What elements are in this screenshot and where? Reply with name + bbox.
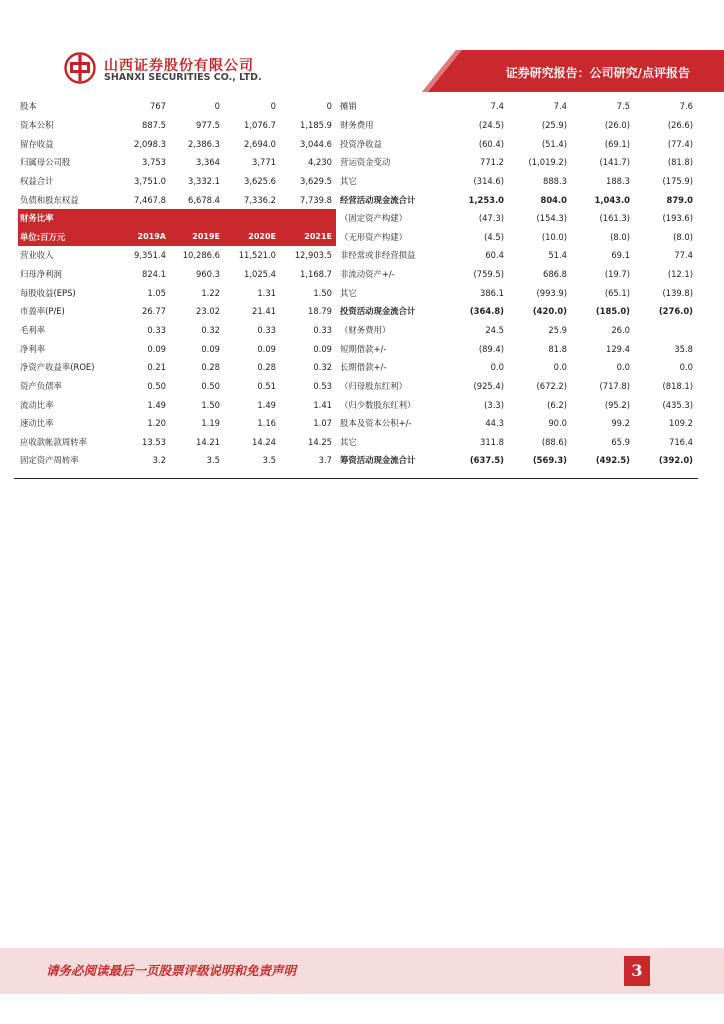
cell-value: 11,521.0 — [238, 250, 276, 261]
cell-value: 12,903.5 — [294, 250, 332, 261]
table-row — [338, 190, 697, 209]
row-label: 非经常或非经营损益 — [340, 250, 416, 261]
row-label: 净利率 — [20, 343, 46, 354]
cell-value: 65.9 — [611, 436, 630, 447]
cell-value: (637.5) — [469, 455, 504, 466]
cell-value: 1,076.7 — [244, 119, 276, 130]
cell-value: 21.41 — [252, 306, 276, 317]
cell-value: 0.09 — [313, 343, 332, 354]
cell-value: 0.09 — [147, 343, 166, 354]
cell-value: 0.50 — [147, 380, 166, 391]
cell-value: 25.9 — [548, 325, 567, 335]
table-row — [18, 190, 336, 209]
table-row — [338, 246, 697, 265]
cell-value: 1.05 — [147, 287, 166, 298]
cell-value — [634, 321, 697, 340]
cell-value: 0 — [270, 101, 276, 112]
row-label: 净资产收益率(ROE) — [20, 362, 95, 373]
row-label: 非流动资产+/- — [340, 269, 395, 280]
row-label: （固定资产构建） — [340, 213, 407, 224]
table-row — [338, 153, 697, 172]
cell-value: 13.53 — [142, 436, 166, 447]
table-row — [338, 116, 697, 135]
cell-value: 1,253.0 — [468, 194, 504, 205]
cell-value: (492.5) — [595, 455, 630, 466]
cell-value: 0.0 — [679, 362, 693, 373]
row-label: 市盈率(P/E) — [20, 306, 65, 317]
cell-value: 1.07 — [313, 418, 332, 429]
cell-value: (8.0) — [610, 231, 630, 242]
cell-value: 1.31 — [257, 287, 276, 298]
cell-value: 7.4 — [553, 101, 567, 112]
row-label: （无形资产构建） — [340, 231, 407, 242]
table-row — [338, 358, 697, 377]
cell-value: 3,753 — [142, 157, 166, 168]
ratio-section-title: 财务比率 — [18, 209, 116, 228]
year-header: 2019A — [116, 227, 170, 246]
table-row — [18, 433, 336, 452]
cash-flow-table — [338, 97, 697, 470]
row-label: 短期借款+/- — [340, 343, 387, 354]
cell-value: 977.5 — [196, 119, 220, 130]
cell-value: 6,678.4 — [188, 194, 220, 205]
cell-value: 1.49 — [257, 399, 276, 410]
cell-value: 1,043.0 — [594, 194, 630, 205]
cell-value: (141.7) — [599, 157, 630, 168]
table-row — [18, 414, 336, 433]
cell-value: (193.6) — [662, 213, 693, 224]
row-label: （归少数股东红利） — [340, 399, 416, 410]
cell-value: 0.0 — [616, 362, 630, 373]
cell-value: (925.4) — [473, 380, 504, 391]
cell-value: 0 — [214, 101, 220, 112]
cell-value: 311.8 — [480, 436, 504, 447]
cell-value: (65.1) — [604, 287, 630, 298]
cell-value: 0.32 — [313, 362, 332, 373]
table-row — [338, 395, 697, 414]
report-type-title: 证券研究报告：公司研究/点评报告 — [505, 66, 690, 80]
cell-value: (25.9) — [541, 119, 567, 130]
year-header: 2019E — [170, 227, 224, 246]
cell-value: 26.0 — [611, 325, 630, 335]
cell-value: (4.5) — [484, 231, 504, 242]
cell-value: (51.4) — [541, 138, 567, 149]
cell-value: 69.1 — [611, 250, 630, 261]
cell-value: 1.19 — [201, 418, 220, 429]
cell-value: (60.4) — [478, 138, 504, 149]
cell-value: (6.2) — [547, 399, 567, 410]
cell-value: 1.22 — [201, 287, 220, 298]
table-row — [338, 377, 697, 396]
cell-value: 887.5 — [142, 119, 166, 130]
cell-value: 14.24 — [252, 436, 276, 447]
cell-value: 0.0 — [490, 362, 504, 373]
table-row — [338, 302, 697, 321]
cell-value: 18.79 — [308, 306, 332, 317]
cell-value: (3.3) — [484, 399, 504, 410]
cell-value: (19.7) — [604, 269, 630, 280]
cell-value: 1,168.7 — [300, 269, 332, 280]
cell-value: 0.0 — [553, 362, 567, 373]
row-label: 资产负债率 — [20, 380, 62, 391]
table-row — [18, 153, 336, 172]
table-row — [18, 339, 336, 358]
cell-value: 3,332.1 — [188, 175, 220, 186]
cell-value: 888.3 — [543, 175, 567, 186]
cell-value: (81.8) — [667, 157, 693, 168]
cell-value: 1.16 — [257, 418, 276, 429]
table-row — [338, 227, 697, 246]
cell-value: (717.8) — [599, 380, 630, 391]
cell-value: 771.2 — [480, 157, 504, 168]
row-label: 长期借款+/- — [340, 362, 387, 373]
row-label: 经营活动现金流合计 — [340, 194, 416, 205]
header-blank — [224, 209, 280, 228]
row-label: 负债和股东权益 — [20, 194, 79, 205]
row-label: 筹资活动现金流合计 — [340, 455, 416, 466]
table-row — [18, 172, 336, 191]
row-label: 毛利率 — [20, 325, 46, 335]
cell-value: (569.3) — [532, 455, 567, 466]
cell-value: 7.5 — [616, 101, 630, 112]
row-label: 股本及资本公积+/- — [340, 418, 412, 429]
left-financial-table — [18, 97, 336, 470]
row-label: 营运资金变动 — [340, 157, 391, 168]
cell-value: 90.0 — [548, 418, 567, 429]
table-row — [338, 209, 697, 228]
table-row — [18, 283, 336, 302]
row-label: 投资净收益 — [340, 138, 382, 149]
cell-value: (364.8) — [469, 306, 504, 317]
cell-value: (26.0) — [604, 119, 630, 130]
cell-value: 24.5 — [485, 325, 504, 335]
cell-value: (993.9) — [536, 287, 567, 298]
cell-value: 14.21 — [196, 436, 220, 447]
row-label: （归母股东红利） — [340, 380, 407, 391]
header-blank — [280, 209, 336, 228]
table-row — [18, 302, 336, 321]
cell-value: (154.3) — [536, 213, 567, 224]
cell-value: 35.8 — [674, 343, 693, 354]
row-label: 其它 — [340, 287, 357, 298]
row-label: 资本公积 — [20, 119, 54, 130]
cell-value: (759.5) — [473, 269, 504, 280]
cell-value: 0.28 — [257, 362, 276, 373]
cell-value: 44.3 — [485, 418, 504, 429]
table-row — [338, 97, 697, 116]
row-label: 营业收入 — [20, 250, 54, 261]
cell-value: (26.6) — [667, 119, 693, 130]
cell-value: (185.0) — [595, 306, 630, 317]
table-row — [338, 283, 697, 302]
cell-value: (435.3) — [662, 399, 693, 410]
cell-value: (12.1) — [667, 269, 693, 280]
cell-value: 767 — [150, 101, 166, 112]
row-label: 速动比率 — [20, 418, 54, 429]
cell-value: (276.0) — [658, 306, 693, 317]
page-number: 3 — [624, 956, 650, 986]
cell-value: 0.50 — [201, 380, 220, 391]
company-name-cn: 山西证券股份有限公司 — [104, 58, 254, 74]
cell-value: (818.1) — [662, 380, 693, 391]
table-row — [18, 451, 336, 470]
unit-year-header-row — [18, 227, 336, 246]
cell-value: 2,694.0 — [244, 138, 276, 149]
cell-value: 686.8 — [543, 269, 567, 280]
cell-value: (420.0) — [532, 306, 567, 317]
cell-value: (672.2) — [536, 380, 567, 391]
cell-value: 1.20 — [147, 418, 166, 429]
cell-value: 3.7 — [318, 455, 332, 466]
cell-value: 23.02 — [196, 306, 220, 317]
row-label: 流动比率 — [20, 399, 54, 410]
cell-value: 1.50 — [201, 399, 220, 410]
cell-value: 0.09 — [201, 343, 220, 354]
row-label: 固定资产周转率 — [20, 455, 79, 466]
cell-value: 81.8 — [548, 343, 567, 354]
cell-value: 9,351.4 — [134, 250, 166, 261]
cell-value: 0.33 — [313, 325, 332, 335]
cell-value: 2,386.3 — [188, 138, 220, 149]
row-label: （财务费用） — [340, 325, 391, 335]
cell-value: 3,629.5 — [300, 175, 332, 186]
cell-value: 0.09 — [257, 343, 276, 354]
cell-value: (392.0) — [658, 455, 693, 466]
cell-value: (8.0) — [673, 231, 693, 242]
row-label: 其它 — [340, 436, 357, 447]
company-name-en: SHANXI SECURITIES CO., LTD. — [104, 72, 262, 83]
header-blank — [170, 209, 224, 228]
cell-value: 960.3 — [196, 269, 220, 280]
unit-label: 单位:百万元 — [18, 227, 116, 246]
table-row — [18, 246, 336, 265]
row-label: 摊销 — [340, 101, 357, 112]
cell-value: 0.51 — [257, 380, 276, 391]
year-header: 2021E — [280, 227, 336, 246]
cell-value: 3.5 — [262, 455, 276, 466]
cell-value: (175.9) — [662, 175, 693, 186]
cell-value: (77.4) — [667, 138, 693, 149]
cell-value: 1.49 — [147, 399, 166, 410]
cell-value: 3,751.0 — [134, 175, 166, 186]
year-header: 2020E — [224, 227, 280, 246]
cell-value: 7,467.8 — [134, 194, 166, 205]
cell-value: 1.50 — [313, 287, 332, 298]
cell-value: 1,185.9 — [300, 119, 332, 130]
cell-value: (95.2) — [604, 399, 630, 410]
cell-value: (24.5) — [478, 119, 504, 130]
table-row — [338, 172, 697, 191]
table-bottom-rule — [14, 478, 698, 479]
table-row — [18, 134, 336, 153]
table-row — [18, 265, 336, 284]
ratio-title-row — [18, 209, 336, 228]
table-row — [18, 116, 336, 135]
row-label: 权益合计 — [20, 175, 54, 186]
row-label: 财务费用 — [340, 119, 374, 130]
cell-value: (47.3) — [478, 213, 504, 224]
cell-value: 0.53 — [313, 380, 332, 391]
cell-value: 7,336.2 — [244, 194, 276, 205]
cell-value: 7.6 — [679, 101, 693, 112]
cell-value: 1,025.4 — [244, 269, 276, 280]
cell-value: (89.4) — [478, 343, 504, 354]
table-row — [18, 377, 336, 396]
cell-value: (1,019.2) — [528, 157, 567, 168]
row-label: 应收款帐款周转率 — [20, 436, 87, 447]
company-logo-icon — [64, 52, 96, 84]
cell-value: 0 — [326, 101, 332, 112]
cell-value: 188.3 — [606, 175, 630, 186]
cell-value: 109.2 — [669, 418, 693, 429]
cell-value: 4,230 — [308, 157, 332, 168]
row-label: 留存收益 — [20, 138, 54, 149]
disclaimer-note: 请务必阅读最后一页股票评级说明和免责声明 — [46, 963, 297, 978]
page-footer — [0, 948, 724, 994]
row-label: 股本 — [20, 101, 37, 112]
row-label: 归属母公司股 — [20, 157, 71, 168]
table-row — [18, 321, 336, 340]
cell-value: 26.77 — [142, 306, 166, 317]
cell-value: 824.1 — [142, 269, 166, 280]
cell-value: 804.0 — [540, 194, 567, 205]
cell-value: 3.5 — [206, 455, 220, 466]
table-row — [338, 265, 697, 284]
table-row — [18, 395, 336, 414]
table-row — [338, 134, 697, 153]
cell-value: 51.4 — [548, 250, 567, 261]
cell-value: 129.4 — [606, 343, 630, 354]
cell-value: 10,286.6 — [182, 250, 220, 261]
cell-value: (139.8) — [662, 287, 693, 298]
table-row — [338, 414, 697, 433]
cell-value: 716.4 — [669, 436, 693, 447]
table-row — [18, 97, 336, 116]
cell-value: 3,044.6 — [300, 138, 332, 149]
row-label: 投资活动现金流合计 — [340, 306, 416, 317]
cell-value: (10.0) — [541, 231, 567, 242]
cell-value: 14.25 — [308, 436, 332, 447]
table-row — [338, 451, 697, 470]
row-label: 归母净利润 — [20, 269, 62, 280]
cell-value: 60.4 — [485, 250, 504, 261]
table-row — [338, 339, 697, 358]
cell-value: 0.33 — [257, 325, 276, 335]
cell-value: (161.3) — [599, 213, 630, 224]
table-row — [338, 433, 697, 452]
cell-value: 77.4 — [674, 250, 693, 261]
row-label: 其它 — [340, 175, 357, 186]
cell-value: 99.2 — [611, 418, 630, 429]
cell-value: (69.1) — [604, 138, 630, 149]
cell-value: 3,625.6 — [244, 175, 276, 186]
header-blank — [116, 209, 170, 228]
table-row — [18, 358, 336, 377]
cell-value: 3.2 — [152, 455, 166, 466]
row-label: 每股收益(EPS) — [20, 287, 76, 298]
cell-value: 0.32 — [201, 325, 220, 335]
cell-value: 7.4 — [490, 101, 504, 112]
cell-value: 0.21 — [147, 362, 166, 373]
cell-value: (314.6) — [473, 175, 504, 186]
cell-value: 3,771 — [252, 157, 276, 168]
cell-value: 3,364 — [196, 157, 220, 168]
cell-value: 7,739.8 — [300, 194, 332, 205]
cell-value: 879.0 — [666, 194, 693, 205]
cell-value: 386.1 — [480, 287, 504, 298]
cell-value: 0.28 — [201, 362, 220, 373]
cell-value: 0.33 — [147, 325, 166, 335]
cell-value: 1.41 — [313, 399, 332, 410]
page-header — [0, 0, 724, 92]
cell-value: 2,098.3 — [134, 138, 166, 149]
table-row — [338, 321, 697, 340]
cell-value: (88.6) — [541, 436, 567, 447]
